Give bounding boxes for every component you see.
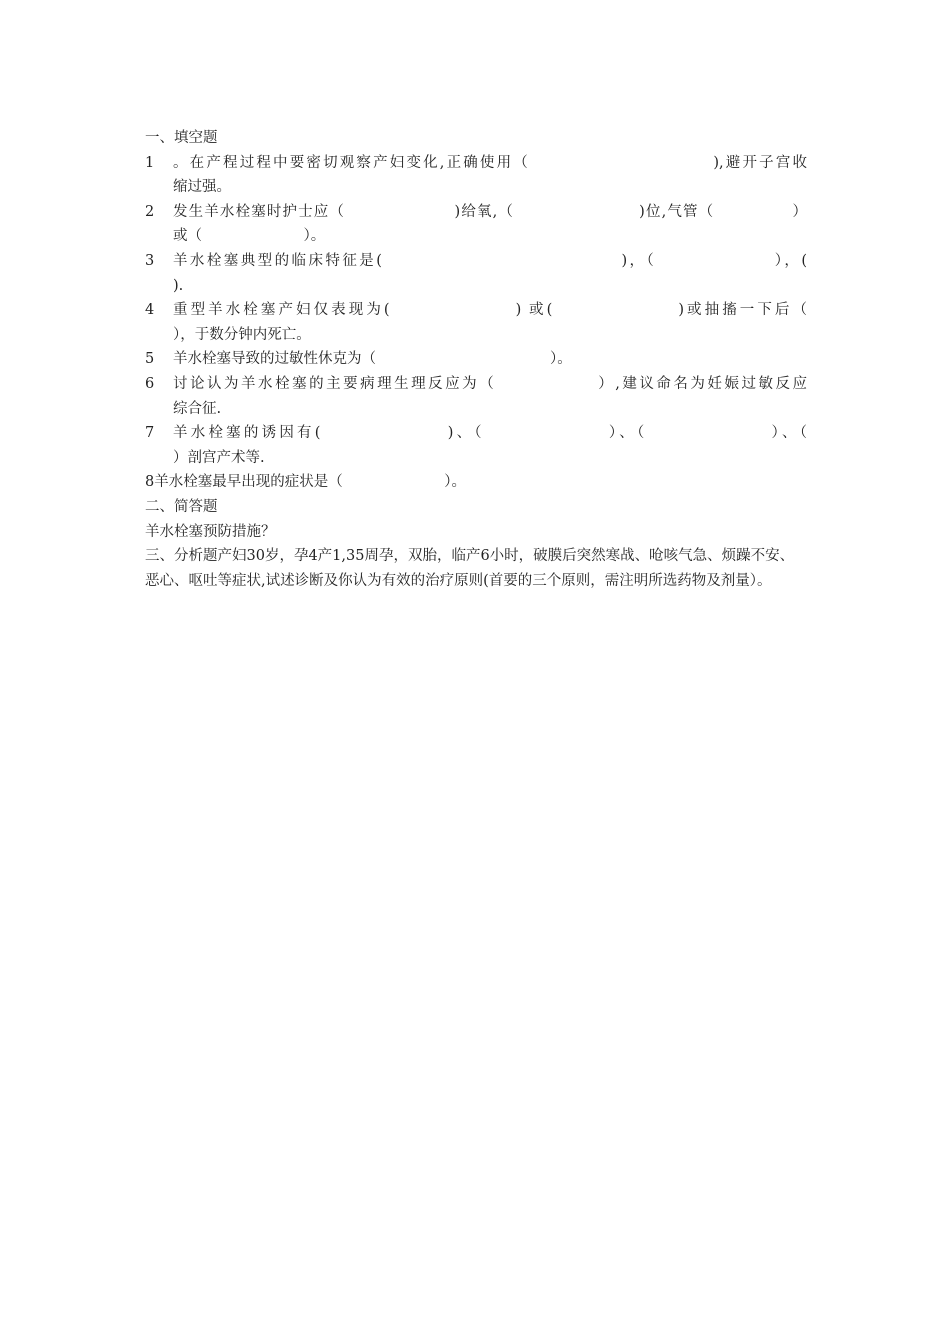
question-text bbox=[173, 200, 807, 249]
question-2 bbox=[145, 200, 807, 249]
question-text bbox=[173, 421, 807, 470]
question-3 bbox=[145, 249, 807, 298]
question-number: 3 bbox=[145, 252, 155, 269]
question-number: 4 bbox=[145, 302, 155, 319]
question-number: 6 bbox=[145, 375, 155, 392]
question-number: 1 bbox=[145, 154, 155, 171]
question-line: 羊水栓塞典型的临床特征是( )，（ ），( bbox=[173, 252, 807, 269]
question-text bbox=[173, 347, 807, 372]
question-1 bbox=[145, 151, 807, 200]
question-line: 羊水栓塞导致的过敏性休克为（ ）。 bbox=[173, 351, 572, 368]
question-text bbox=[173, 298, 807, 347]
question-line: 或（ ）。 bbox=[173, 228, 326, 245]
question-line: ）剖宫产术等. bbox=[173, 449, 265, 466]
short-answer-question: 羊水栓塞预防措施？ bbox=[145, 523, 276, 540]
section2-heading: 二、简答题 bbox=[145, 498, 218, 515]
analysis-question: 三、分析题产妇30岁，孕4产1,35周孕，双胎，临产6小时，破膜后突然寒战、呛咳气急、烦躁不安、恶心、呕吐等症状,试述诊断及你认为有效的治疗原则(首要的三个原则，需注明所选药物及剂量）。 bbox=[145, 548, 795, 589]
question-line: 羊水栓塞的诱因有( )、（ ）、（ ）、（ bbox=[173, 425, 807, 442]
question-text bbox=[173, 151, 807, 200]
question-line: 讨论认为羊水栓塞的主要病理生理反应为（ ）,建议命名为妊娠过敏反应 bbox=[173, 375, 807, 392]
question-line: 综合征. bbox=[173, 400, 222, 417]
question-number: 7 bbox=[145, 425, 155, 442]
section1-heading: 一、填空题 bbox=[145, 130, 218, 146]
question-line: 缩过强。 bbox=[173, 179, 231, 196]
question-6 bbox=[145, 372, 807, 421]
question-line: ). bbox=[173, 277, 184, 294]
question-5 bbox=[145, 347, 807, 372]
question-line: 。在产程过程中要密切观察产妇变化,正确使用（ ),避开子宫收 bbox=[173, 154, 807, 171]
question-7 bbox=[145, 421, 807, 470]
question-4 bbox=[145, 298, 807, 347]
document-body bbox=[145, 126, 807, 593]
question-text bbox=[173, 249, 807, 298]
question-number: 2 bbox=[145, 203, 155, 220]
question-line: ），于数分钟内死亡。 bbox=[173, 326, 311, 343]
question-line: 重型羊水栓塞产妇仅表现为( ) 或( )或抽搐一下后（ bbox=[173, 302, 807, 319]
question-text bbox=[173, 372, 807, 421]
question-8: 8羊水栓塞最早出现的症状是（ ）。 bbox=[145, 474, 466, 491]
question-line: 发生羊水栓塞时护士应（ )给氧,（ )位,气管（ ） bbox=[173, 203, 807, 220]
question-number: 5 bbox=[145, 351, 155, 368]
